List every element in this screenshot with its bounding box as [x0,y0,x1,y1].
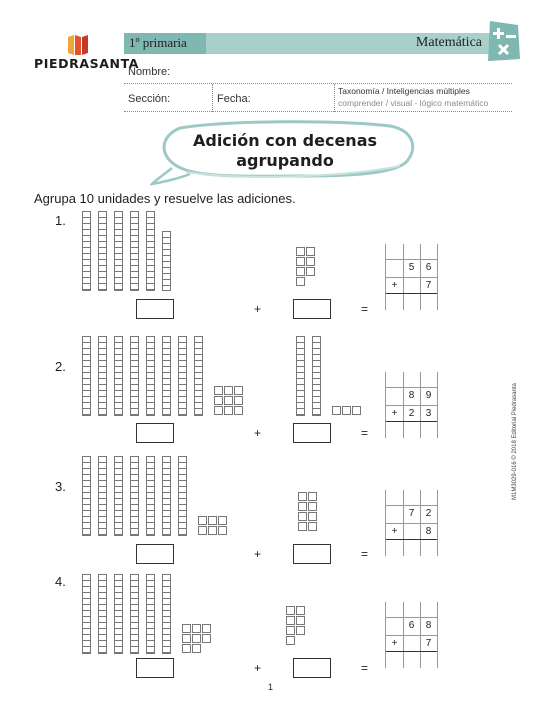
tens-answer-box[interactable] [136,299,174,319]
plus-sign: + [254,661,262,675]
grid-cell: 6 [425,262,432,273]
grid-cell: 6 [408,620,415,631]
grid-cell: 2 [425,508,432,519]
place-value-grid[interactable] [385,602,438,668]
taxonomy-title: Taxonomía / Inteligencias múltiples [338,86,470,96]
exercise-number: 2. [55,359,66,374]
ten-rod [162,336,171,416]
unit-cube [214,406,223,415]
place-value-grid[interactable] [385,490,438,556]
unit-cube [306,257,315,266]
unit-cube [234,386,243,395]
unit-cube [214,396,223,405]
side-note: M1M3029-016 © 2018 Editorial Piedrasanta [512,383,518,500]
unit-cube [286,636,295,645]
page-number: 1 [268,682,274,692]
equals-sign: = [361,302,369,316]
tens-answer-box[interactable] [136,423,174,443]
grid-cell: 7 [408,508,415,519]
grid-cell: 8 [408,390,415,401]
exercise-number: 4. [55,574,66,589]
unit-cube [234,396,243,405]
instruction-text: Agrupa 10 unidades y resuelve las adiciones. [34,191,296,206]
unit-cube [192,644,201,653]
logo-text: PIEDRASANTA [34,56,139,71]
ten-rod [82,211,91,291]
ten-rod [194,336,203,416]
title-line-1: Adición con decenas [192,131,378,150]
ten-rod [146,336,155,416]
unit-cube [182,634,191,643]
unit-cube [218,516,227,525]
grid-cell: 8 [425,620,432,631]
ten-rod [98,211,107,291]
unit-cube [198,526,207,535]
units-answer-box[interactable] [293,658,331,678]
ten-rod [98,456,107,536]
ten-rod [296,336,305,416]
ten-rod [312,336,321,416]
ten-rod [82,336,91,416]
equals-sign: = [361,426,369,440]
unit-cube [296,247,305,256]
ten-rod [130,574,139,654]
unit-cube [192,624,201,633]
exercise-number: 3. [55,479,66,494]
grid-line [386,387,437,388]
unit-cube [332,406,341,415]
grid-line [386,617,437,618]
grid-cell: 2 [408,408,415,419]
grid-cell: + [391,526,398,537]
ten-rod [162,456,171,536]
unit-cube [308,512,317,521]
ten-rod [162,574,171,654]
grid-line [386,539,437,540]
plus-sign: + [254,547,262,561]
plus-sign: + [254,426,262,440]
piedrasanta-logo-icon [66,34,92,56]
equals-sign: = [361,547,369,561]
equals-sign: = [361,661,369,675]
ten-rod [98,336,107,416]
units-answer-box[interactable] [293,299,331,319]
exercise-number: 1. [55,213,66,228]
unit-cube [192,634,201,643]
grid-cell: 9 [425,390,432,401]
taxonomy-detail: comprender / visual - lógico matemático [338,98,489,108]
ten-rod [114,456,123,536]
grid-line [386,505,437,506]
grid-line [386,293,437,294]
grid-cell: + [391,408,398,419]
plus-sign: + [254,302,262,316]
grid-line [386,421,437,422]
grid-cell: + [391,280,398,291]
grid-cell: 7 [425,638,432,649]
units-answer-box[interactable] [293,544,331,564]
unit-cube [352,406,361,415]
ten-rod [178,336,187,416]
ten-rod [130,336,139,416]
subject-label: Matemática [415,35,482,50]
ten-rod [114,211,123,291]
grid-line [386,405,437,406]
grid-cell: + [391,638,398,649]
unit-cube [296,257,305,266]
divider [334,84,335,112]
name-line [124,83,512,84]
units-answer-box[interactable] [293,423,331,443]
grid-line [386,651,437,652]
unit-cube [214,386,223,395]
ten-rod [82,456,91,536]
ten-rod [130,456,139,536]
unit-cube [296,277,305,286]
divider [212,84,213,112]
grid-line [386,635,437,636]
unit-cube [296,616,305,625]
unit-cube [182,624,191,633]
tens-answer-box[interactable] [136,658,174,678]
grade-label: 1º primaria [129,35,187,50]
partial-rod [162,231,171,291]
plus-minus-times-icon [484,19,522,63]
unit-cube [296,626,305,635]
grid-line [386,277,437,278]
ten-rod [98,574,107,654]
section-label: Sección: [128,93,171,105]
page-title [160,131,410,171]
unit-cube [308,522,317,531]
unit-cube [234,406,243,415]
unit-cube [306,267,315,276]
date-label: Fecha: [217,93,251,105]
unit-cube [208,516,217,525]
unit-cube [308,492,317,501]
unit-cube [224,406,233,415]
place-value-grid[interactable] [385,372,438,438]
unit-cube [208,526,217,535]
grid-cell: 3 [425,408,432,419]
unit-cube [182,644,191,653]
unit-cube [298,512,307,521]
unit-cube [298,502,307,511]
section-line [124,111,512,112]
unit-cube [308,502,317,511]
place-value-grid[interactable] [385,244,438,310]
ten-rod [146,211,155,291]
unit-cube [296,606,305,615]
ten-rod [146,456,155,536]
grid-line [386,523,437,524]
unit-cube [224,386,233,395]
ten-rod [130,211,139,291]
tens-answer-box[interactable] [136,544,174,564]
unit-cube [298,522,307,531]
unit-cube [286,616,295,625]
ten-rod [114,574,123,654]
ten-rod [178,456,187,536]
unit-cube [286,626,295,635]
grid-cell: 8 [425,526,432,537]
unit-cube [286,606,295,615]
title-line-2: agrupando [236,151,334,170]
unit-cube [342,406,351,415]
unit-cube [198,516,207,525]
unit-cube [298,492,307,501]
ten-rod [146,574,155,654]
unit-cube [296,267,305,276]
name-label: Nombre: [128,66,171,78]
unit-cube [202,624,211,633]
grid-cell: 7 [425,280,432,291]
unit-cube [224,396,233,405]
ten-rod [114,336,123,416]
unit-cube [202,634,211,643]
grid-line [386,259,437,260]
ten-rod [82,574,91,654]
grid-cell: 5 [408,262,415,273]
unit-cube [306,247,315,256]
unit-cube [218,526,227,535]
